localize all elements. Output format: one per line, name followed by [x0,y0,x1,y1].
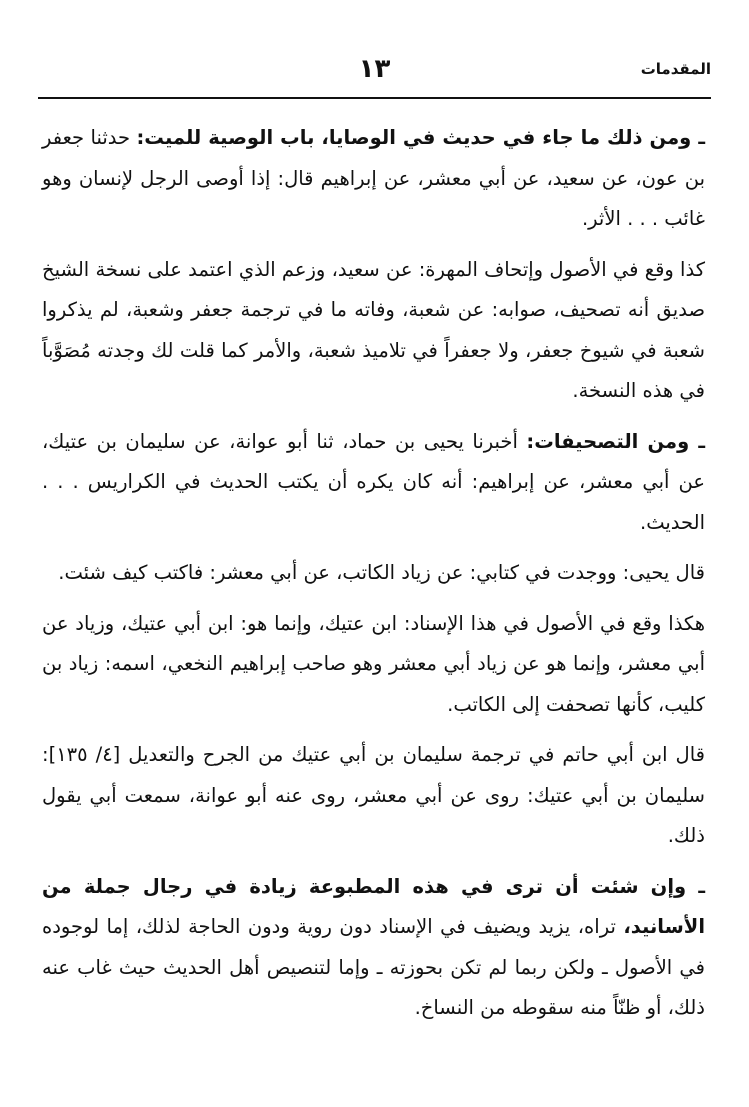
header-rule [38,97,711,99]
paragraph-1 [42,118,705,240]
paragraph-6-text: قال ابن أبي حاتم في ترجمة سليمان بن أبي عتيك من الجرح والتعديل [٤/ ١٣٥]: سليمان بن أبي عتيك: روى عن أبي معشر، روى عنه أبو عوانة، سمعت أبي يقول ذلك. [42,743,705,847]
paragraph-3-bold: ـ ومن التصحيفات: [526,429,705,453]
paragraph-2-text: كذا وقع في الأصول وإتحاف المهرة: عن سعيد، وزعم الذي اعتمد على نسخة الشيخ صديق أنه تصحيف، صوابه: عن شعبة، وفاته ما في ترجمة جعفر وشعبة، لم يذكروا شعبة في شيوخ جعفر، ولا جعفراً في تلاميذ شعبة، والأمر كما قلت لك وجدته مُصَوَّباً في هذه النسخة. [42,257,705,402]
section-title: المقدمات [640,60,711,78]
paragraph-5 [42,604,705,726]
page-body [42,118,705,1039]
paragraph-5-text: هكذا وقع في الأصول في هذا الإسناد: ابن عتيك، وإنما هو: ابن أبي عتيك، وزياد عن أبي معشر، وإنما هو عن زياد أبي معشر وهو صاحب إبراهيم النخعي، اسمه: زياد بن كليب، كأنها تصحفت إلى الكاتب. [42,611,705,716]
paragraph-7 [42,867,705,1029]
page-header [38,52,711,92]
paragraph-6 [42,735,705,857]
paragraph-7-text: تراه، يزيد ويضيف في الإسناد دون روية ودون الحاجة لذلك، إما لوجوده في الأصول ـ ولكن ربما لم تكن بحوزته ـ وإما لتنصيص أهل الحديث حيث غاب عنه ذلك، أو ظنّاً منه سقوطه من النساخ. [42,915,705,1019]
paragraph-1-bold: ـ ومن ذلك ما جاء في حديث في الوصايا، باب الوصية للميت: [136,126,705,149]
page-number: ١٣ [358,54,391,84]
paragraph-4-text: قال يحيى: ووجدت في كتابي: عن زياد الكاتب، عن أبي معشر: فاكتب كيف شئت. [58,561,705,584]
paragraph-3-text: أخبرنا يحيى بن حماد، ثنا أبو عوانة، عن سليمان بن عتيك، عن أبي معشر، عن إبراهيم: أنه كان يكره أن يكتب الحديث في الكراريس . . . الحديث. [42,429,705,534]
paragraph-2 [42,250,705,412]
paragraph-3 [42,422,705,544]
paragraph-7-bold: ـ وإن شئت أن ترى في هذه المطبوعة زيادة في رجال جملة من الأسانيد، [42,874,705,938]
paragraph-4 [42,553,705,594]
paragraph-1-text: حدثنا جعفر بن عون، عن سعيد، عن أبي معشر، عن إبراهيم قال: إذا أوصى الرجل لإنسان وهو غائب . . . الأثر. [42,126,705,230]
